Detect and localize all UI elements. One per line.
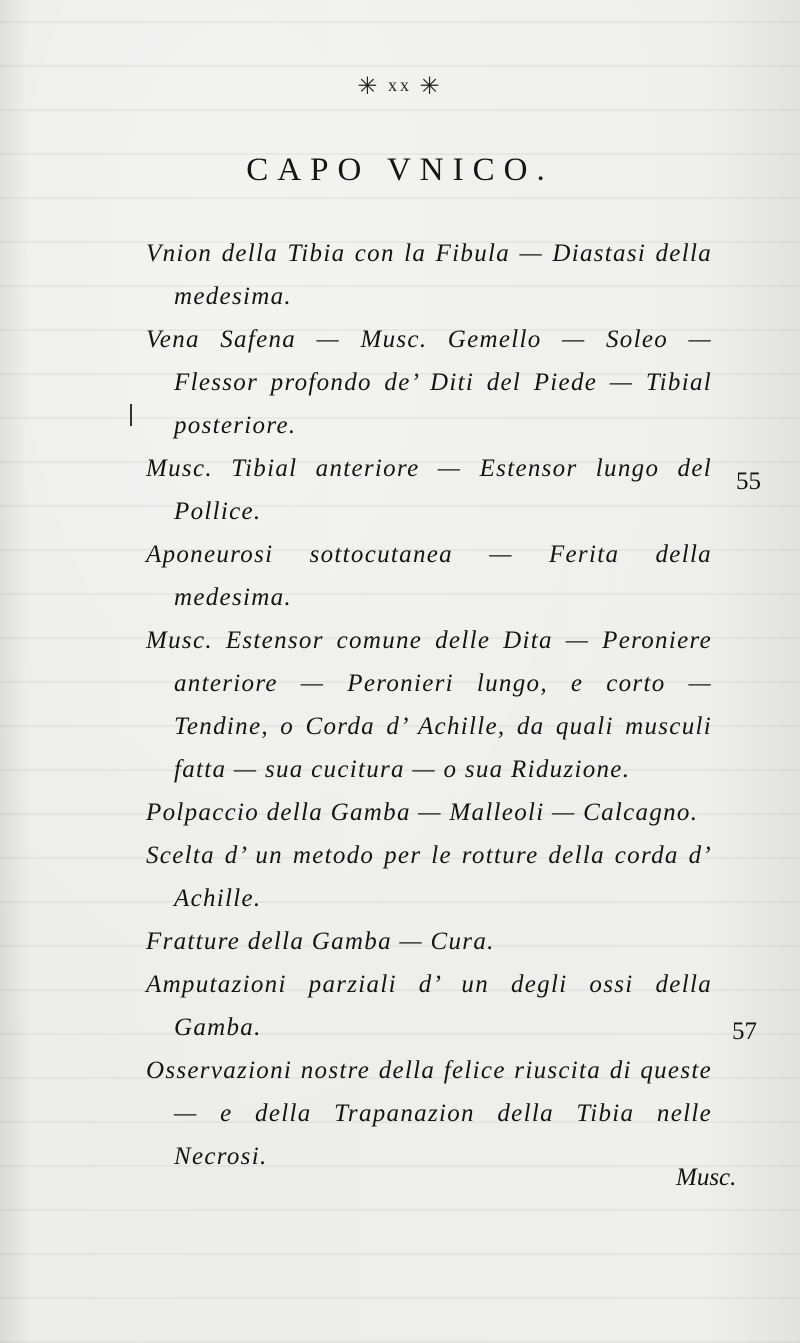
page-ref-55: 55 <box>736 468 761 495</box>
catchword: Musc. <box>676 1164 737 1191</box>
toc-entry: Vnion della Tibia con la Fibula — Diastasi della medesima. <box>146 240 712 310</box>
toc-entry: Scelta d’ un metodo per le rotture della corda d’ Achille. <box>146 842 712 912</box>
toc-entry: Musc. Estensor comune delle Dita — Peroniere anteriore — Peronieri lungo, e corto — Tendine, o Corda d’ Achille, da quali musculi fatta — sua cucitura — o sua Riduzione. <box>146 627 712 783</box>
chapter-title: CAPO VNICO. <box>246 152 554 188</box>
ornament-left-icon: ✳ <box>357 74 381 100</box>
toc-entry: Osservazioni nostre della felice riuscita di queste — e della Trapanazion della Tibia nelle Necrosi. <box>146 1057 712 1170</box>
ornament-right-icon: ✳ <box>419 74 443 100</box>
margin-mark <box>130 404 132 426</box>
toc-entry: Amputazioni parziali d’ un degli ossi della Gamba. <box>146 971 712 1041</box>
toc-entry: Musc. Tibial anteriore — Estensor lungo del Pollice. <box>146 455 712 525</box>
toc-entry: Fratture della Gamba — Cura. <box>146 928 495 955</box>
page-header <box>0 72 800 101</box>
page-label: xx <box>388 75 412 95</box>
toc-entry: Aponeurosi sottocutanea — Ferita della medesima. <box>146 541 712 611</box>
page-ref-57: 57 <box>732 1018 757 1045</box>
table-of-contents <box>146 232 712 1178</box>
toc-entry: Polpaccio della Gamba — Malleoli — Calcagno. <box>146 799 699 826</box>
toc-entry: Vena Safena — Musc. Gemello — Soleo — Flessor profondo de’ Diti del Piede — Tibial posteriore. <box>146 326 712 439</box>
